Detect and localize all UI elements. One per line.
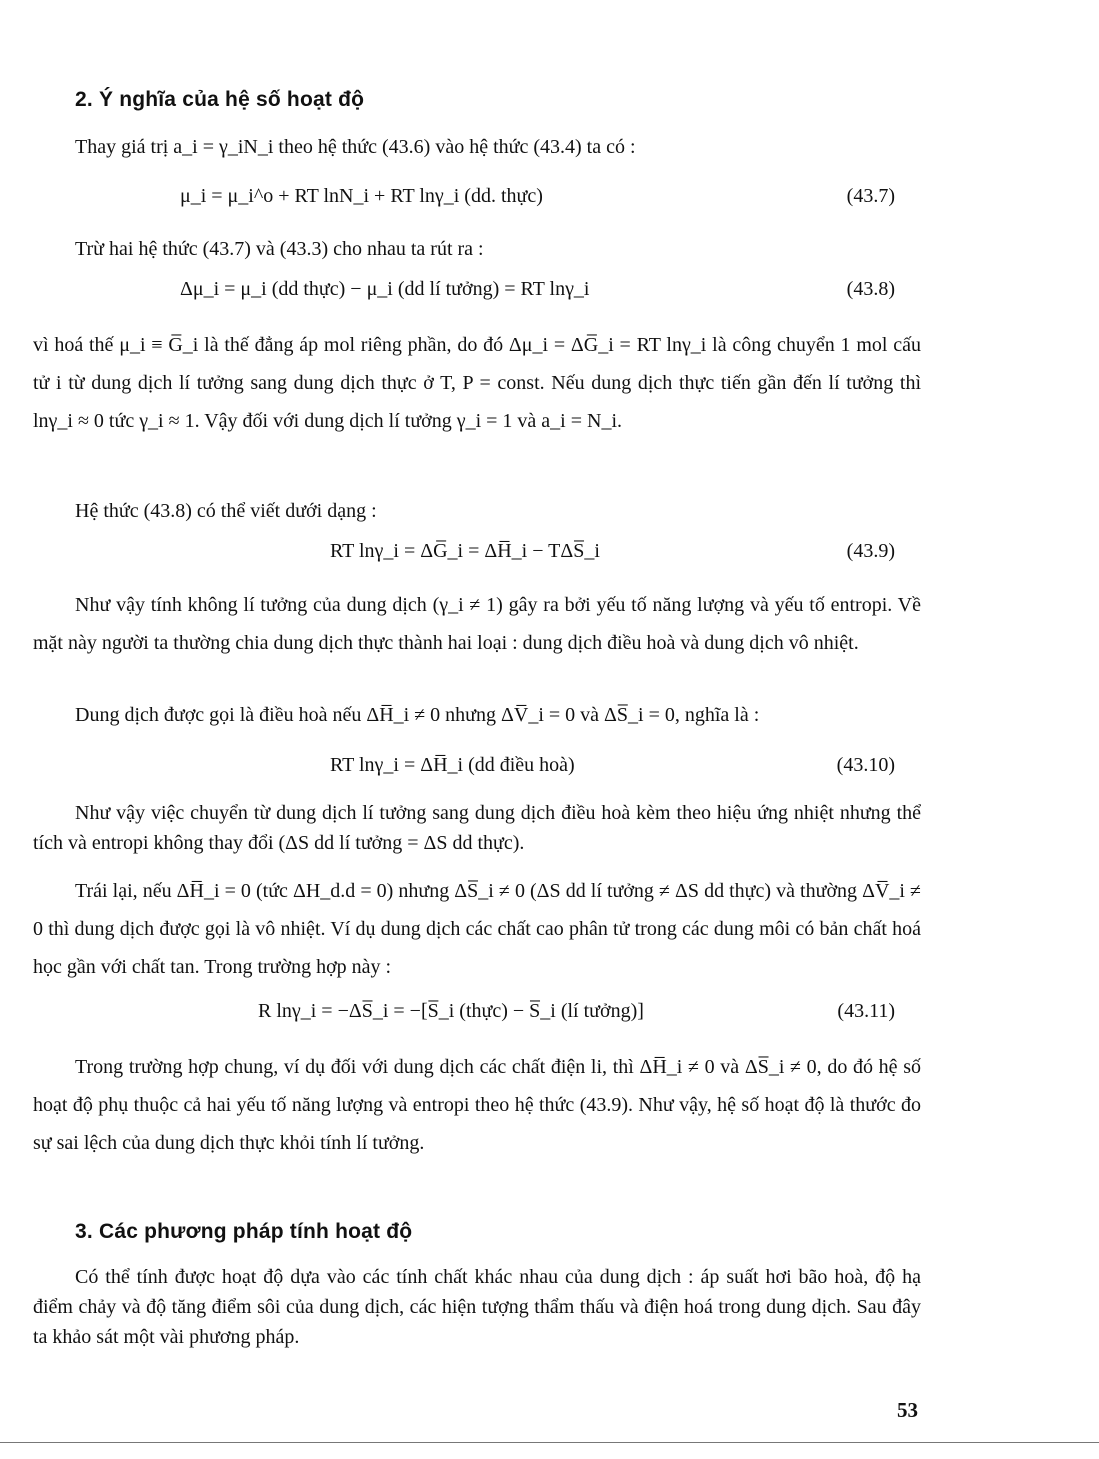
paragraph-7: Như vậy việc chuyển từ dung dịch lí tưởng sang dung dịch điều hoà kèm theo hiệu ứng nhiệt nhưng thể tích và entropi không thay đổi (ΔS dd lí tưởng = ΔS dd thực).: [33, 802, 921, 854]
paragraph-2: Trừ hai hệ thức (43.7) và (43.3) cho nhau ta rút ra :: [75, 238, 484, 260]
paragraph-10: Có thể tính được hoạt độ dựa vào các tính chất khác nhau của dung dịch : áp suất hơi bão hoà, độ hạ điểm chảy và độ tăng điểm sôi của dung dịch, các hiện tượng thẩm thấu và điện hoá trong dung dịch. Sau đây ta khảo sát một vài phương pháp.: [33, 1266, 921, 1348]
equation-43-10: RT lnγ_i = ΔH̅_i (dd điều hoà): [330, 754, 575, 776]
equation-43-11: R lnγ_i = −ΔS̅_i = −[S̅_i (thực) − S̅_i (lí tưởng)]: [258, 1000, 644, 1022]
page-number: 53: [897, 1398, 918, 1422]
section-3-heading: 3. Các phương pháp tính hoạt độ: [75, 1220, 413, 1243]
equation-43-8: Δμ_i = μ_i (dd thực) − μ_i (dd lí tưởng) = RT lnγ_i: [180, 278, 590, 300]
section-2-heading: 2. Ý nghĩa của hệ số hoạt độ: [75, 88, 365, 111]
paragraph-4: Hệ thức (43.8) có thể viết dưới dạng :: [75, 500, 377, 522]
paragraph-9: Trong trường hợp chung, ví dụ đối với dung dịch các chất điện li, thì ΔH̅_i ≠ 0 và ΔS̅_i ≠ 0, do đó hệ số hoạt độ phụ thuộc cả hai yếu tố năng lượng và entropi theo hệ thức (43.9). Như vậy, hệ số hoạt độ là thước đo sự sai lệch của dung dịch thực khỏi tính lí tưởng.: [33, 1056, 921, 1154]
paragraph-3: vì hoá thế μ_i ≡ G̅_i là thế đẳng áp mol riêng phần, do đó Δμ_i = ΔG̅_i = RT lnγ_i là công chuyển 1 mol cấu tử i từ dung dịch lí tưởng sang dung dịch thực ở T, P = const. Nếu dung dịch thực tiến gần đến lí tưởng thì lnγ_i ≈ 0 tức γ_i ≈ 1. Vậy đối với dung dịch lí tưởng γ_i = 1 và a_i = N_i.: [33, 334, 921, 432]
equation-number-43-11: (43.11): [837, 1000, 895, 1022]
paragraph-1: Thay giá trị a_i = γ_iN_i theo hệ thức (43.6) vào hệ thức (43.4) ta có :: [75, 136, 636, 158]
paragraph-8: Trái lại, nếu ΔH̅_i = 0 (tức ΔH_d.d = 0) nhưng ΔS̅_i ≠ 0 (ΔS dd lí tưởng ≠ ΔS dd thực) và thường ΔV̅_i ≠ 0 thì dung dịch được gọi là vô nhiệt. Ví dụ dung dịch các chất cao phân tử trong các dung môi có bản chất hoá học gần với chất tan. Trong trường hợp này :: [33, 880, 921, 978]
paragraph-5: Như vậy tính không lí tưởng của dung dịch (γ_i ≠ 1) gây ra bởi yếu tố năng lượng và yếu tố entropi. Về mặt này người ta thường chia dung dịch thực thành hai loại : dung dịch điều hoà và dung dịch vô nhiệt.: [33, 594, 921, 654]
equation-43-9: RT lnγ_i = ΔG̅_i = ΔH̅_i − TΔS̅_i: [330, 540, 600, 562]
equation-number-43-8: (43.8): [846, 278, 895, 300]
equation-number-43-10: (43.10): [836, 754, 895, 776]
bottom-rule: [0, 1442, 1099, 1443]
equation-number-43-7: (43.7): [846, 185, 895, 207]
equation-43-7: μ_i = μ_i^o + RT lnN_i + RT lnγ_i (dd. thực): [180, 185, 543, 207]
equation-number-43-9: (43.9): [846, 540, 895, 562]
paragraph-6: Dung dịch được gọi là điều hoà nếu ΔH̅_i ≠ 0 nhưng ΔV̅_i = 0 và ΔS̅_i = 0, nghĩa là :: [75, 704, 760, 726]
